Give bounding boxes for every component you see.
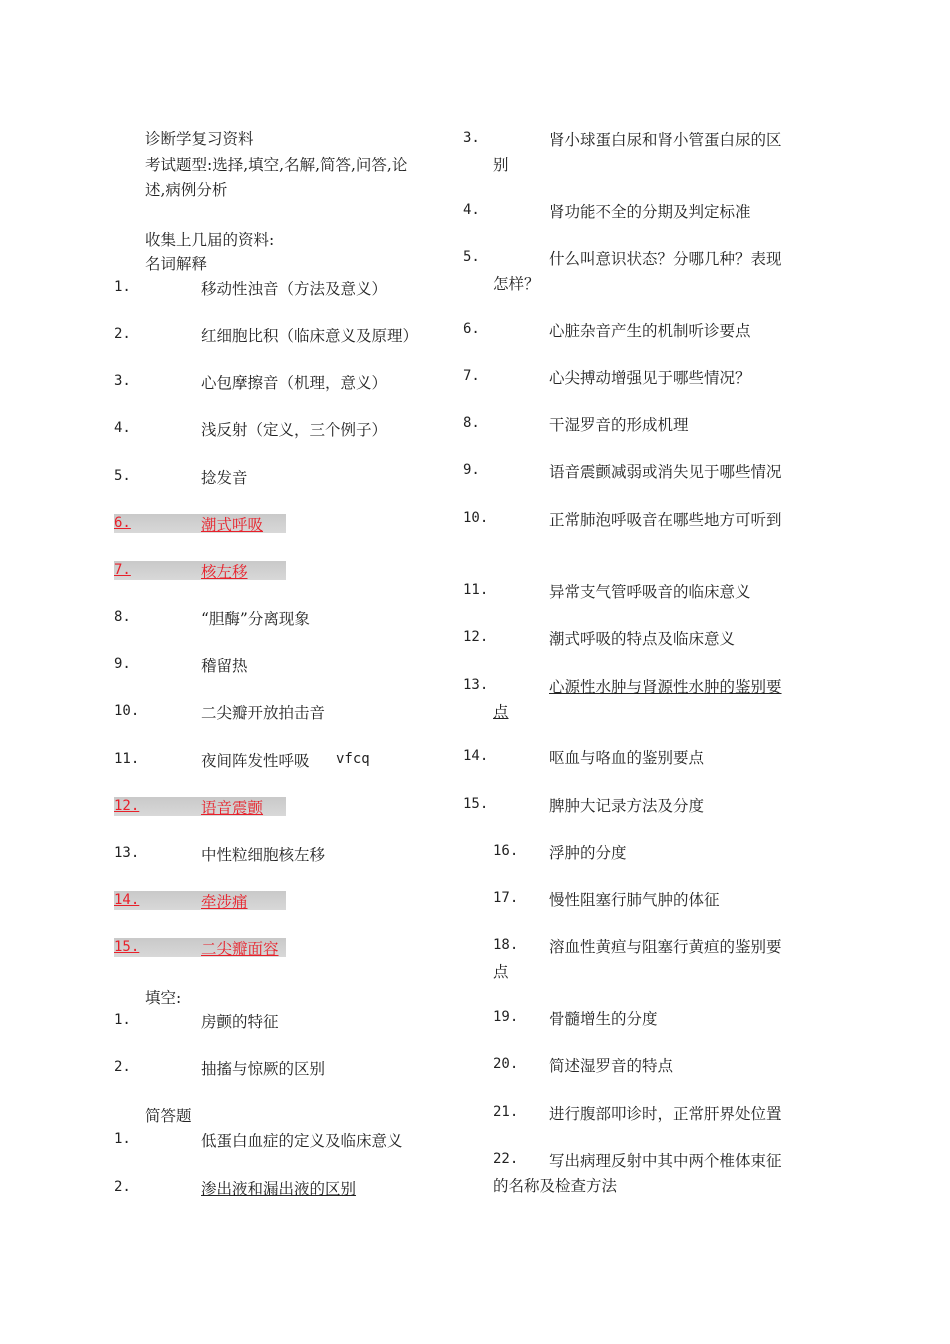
q-22-text: 写出病理反射中其中两个椎体束征 xyxy=(549,1152,782,1170)
q-14-text: 呕血与咯血的鉴别要点 xyxy=(549,749,705,767)
q-11-text: 异常支气管呼吸音的临床意义 xyxy=(549,583,751,601)
term-8-number: 8. xyxy=(114,609,131,625)
q-15-text: 脾肿大记录方法及分度 xyxy=(549,797,705,815)
term-3-text: 心包摩擦音（机理，意义） xyxy=(201,374,388,392)
q-22-number: 22. xyxy=(493,1151,519,1167)
term-8-text: “胆酶”分离现象 xyxy=(201,610,310,628)
short-2-number: 2. xyxy=(114,1179,131,1195)
q-4-text: 肾功能不全的分期及判定标准 xyxy=(549,203,751,221)
q-20-number: 20. xyxy=(493,1056,519,1072)
term-13-text: 中性粒细胞核左移 xyxy=(201,846,326,864)
fill-1-number: 1. xyxy=(114,1012,131,1028)
short-2-text: 渗出液和漏出液的区别 xyxy=(201,1180,357,1198)
term-1-text: 移动性浊音（方法及意义） xyxy=(201,280,388,298)
section-heading-fill: 填空: xyxy=(145,989,182,1007)
q-19-number: 19. xyxy=(493,1009,519,1025)
doc-title: 诊断学复习资料 xyxy=(145,130,254,148)
term-1-number: 1. xyxy=(114,279,131,295)
q-19-text: 骨髓增生的分度 xyxy=(549,1010,658,1028)
q-7-text: 心尖搏动增强见于哪些情况？ xyxy=(549,369,751,387)
term-6-number: 6. xyxy=(114,515,131,531)
term-15-number: 15. xyxy=(114,939,140,955)
q-9-number: 9. xyxy=(463,462,480,478)
term-12-number: 12. xyxy=(114,798,140,814)
term-13-number: 13. xyxy=(114,845,140,861)
collected-note: 收集上几届的资料: xyxy=(145,231,275,249)
q-14-number: 14. xyxy=(463,748,489,764)
term-11-extra: vfcq xyxy=(336,751,370,767)
term-12-text: 语音震颤 xyxy=(201,799,264,817)
q-10-number: 10. xyxy=(463,510,489,526)
term-10-text: 二尖瓣开放拍击音 xyxy=(201,704,326,722)
term-6-text: 潮式呼吸 xyxy=(201,516,264,534)
q-18-cont: 点 xyxy=(493,963,509,981)
term-14-text: 牵涉痛 xyxy=(201,893,248,911)
exam-types-line2: 述,病例分析 xyxy=(145,181,228,199)
short-1-text: 低蛋白血症的定义及临床意义 xyxy=(201,1132,403,1150)
fill-2-number: 2. xyxy=(114,1059,131,1075)
term-14-highlight xyxy=(114,891,286,910)
q-18-number: 18. xyxy=(493,937,519,953)
q-4-number: 4. xyxy=(463,202,480,218)
q-12-number: 12. xyxy=(463,629,489,645)
term-7-number: 7. xyxy=(114,562,131,578)
term-5-text: 捻发音 xyxy=(201,469,248,487)
q-5-text: 什么叫意识状态？分哪几种？表现 xyxy=(549,250,782,268)
q-3-cont: 别 xyxy=(493,156,509,174)
term-11-text: 夜间阵发性呼吸 xyxy=(201,752,310,770)
q-8-number: 8. xyxy=(463,415,480,431)
q-16-text: 浮肿的分度 xyxy=(549,844,627,862)
q-8-text: 干湿罗音的形成机理 xyxy=(549,416,689,434)
fill-1-text: 房颤的特征 xyxy=(201,1013,279,1031)
q-15-number: 15. xyxy=(463,796,489,812)
q-6-number: 6. xyxy=(463,321,480,337)
term-5-number: 5. xyxy=(114,468,131,484)
q-7-number: 7. xyxy=(463,368,480,384)
exam-types-line1: 考试题型:选择,填空,名解,简答,问答,论 xyxy=(145,156,408,174)
q-21-text: 进行腹部叩诊时，正常肝界处位置 xyxy=(549,1105,782,1123)
q-3-text: 肾小球蛋白尿和肾小管蛋白尿的区 xyxy=(549,131,782,149)
term-10-number: 10. xyxy=(114,703,140,719)
q-13-number: 13. xyxy=(463,677,489,693)
fill-2-text: 抽搐与惊厥的区别 xyxy=(201,1060,326,1078)
q-5-number: 5. xyxy=(463,249,480,265)
short-1-number: 1. xyxy=(114,1131,131,1147)
q-18-text: 溶血性黄疸与阻塞行黄疸的鉴别要 xyxy=(549,938,782,956)
q-5-cont: 怎样？ xyxy=(493,275,540,293)
q-21-number: 21. xyxy=(493,1104,519,1120)
q-9-text: 语音震颤减弱或消失见于哪些情况 xyxy=(549,463,782,481)
q-20-text: 简述湿罗音的特点 xyxy=(549,1057,674,1075)
q-22-cont: 的名称及检查方法 xyxy=(493,1177,618,1195)
term-2-text: 红细胞比积（临床意义及原理） xyxy=(201,327,419,345)
q-3-number: 3. xyxy=(463,130,480,146)
term-11-number: 11. xyxy=(114,751,140,767)
section-heading-short: 简答题 xyxy=(145,1107,192,1125)
q-10-text: 正常肺泡呼吸音在哪些地方可听到 xyxy=(549,511,782,529)
term-15-text: 二尖瓣面容 xyxy=(201,940,279,958)
term-14-number: 14. xyxy=(114,892,140,908)
term-9-text: 稽留热 xyxy=(201,657,248,675)
term-7-text: 核左移 xyxy=(201,563,248,581)
q-17-text: 慢性阻塞行肺气肿的体征 xyxy=(549,891,720,909)
term-4-text: 浅反射（定义，三个例子） xyxy=(201,421,388,439)
section-heading-terms: 名词解释 xyxy=(145,255,208,273)
q-16-number: 16. xyxy=(493,843,519,859)
q-13-cont: 点 xyxy=(493,703,509,721)
term-2-number: 2. xyxy=(114,326,131,342)
q-6-text: 心脏杂音产生的机制听诊要点 xyxy=(549,322,751,340)
q-17-number: 17. xyxy=(493,890,519,906)
q-12-text: 潮式呼吸的特点及临床意义 xyxy=(549,630,736,648)
term-4-number: 4. xyxy=(114,420,131,436)
term-9-number: 9. xyxy=(114,656,131,672)
term-7-highlight xyxy=(114,561,286,580)
q-11-number: 11. xyxy=(463,582,489,598)
q-13-text: 心源性水肿与肾源性水肿的鉴别要 xyxy=(549,678,782,696)
term-3-number: 3. xyxy=(114,373,131,389)
